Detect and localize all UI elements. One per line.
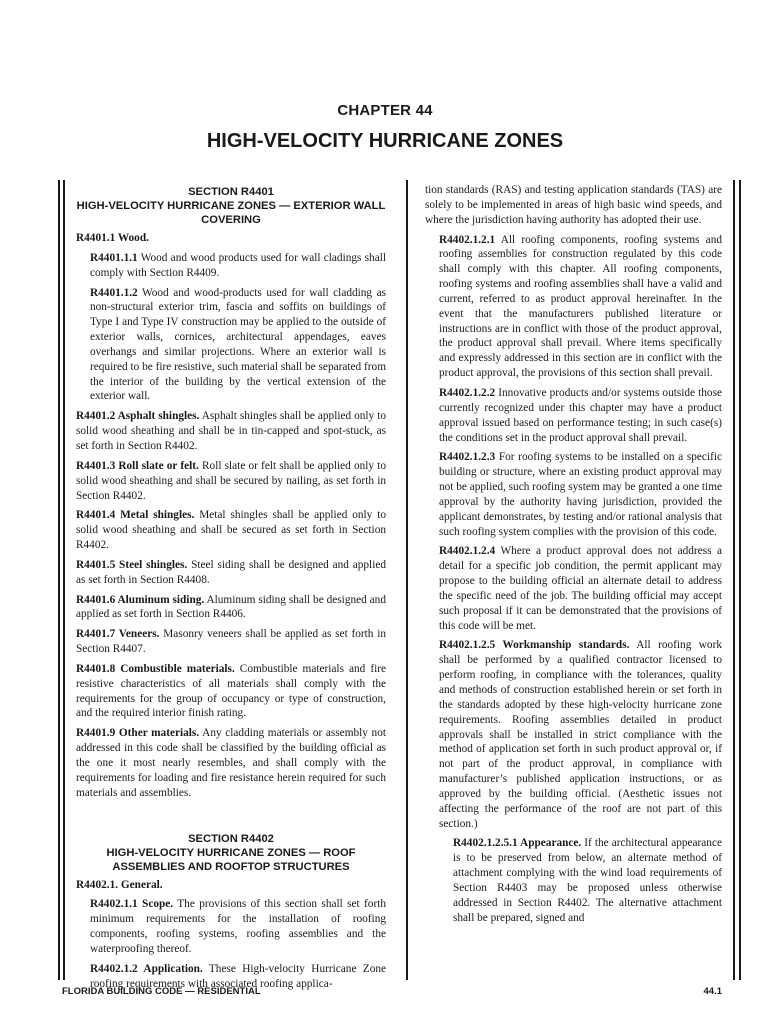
paragraph: R4401.2 Asphalt shingles. Asphalt shingles shall be applied only to solid wood sheathing and shall be in tin-capped and spot-stuck, as set forth in Section R4402. xyxy=(76,410,386,452)
paragraph-heading: R4402.1.2.4 xyxy=(439,545,496,558)
left-column xyxy=(76,185,386,996)
paragraph-heading: R4402.1.2.1 xyxy=(439,233,496,246)
paragraph: R4401.1.1 Wood and wood products used for wall cladings shall comply with Section R4409. xyxy=(90,251,386,279)
paragraph-heading: R4402.1.2.3 xyxy=(439,451,496,464)
section-title: SECTION R4401 xyxy=(188,186,274,198)
right-column xyxy=(425,183,722,931)
paragraph-heading: R4402.1.1 Scope. xyxy=(90,898,174,911)
chapter-title: HIGH-VELOCITY HURRICANE ZONES xyxy=(206,130,564,152)
paragraph: R4402.1.2.4 Where a product approval does not address a detail for a specific job condition, the permit applicant may propose to the building official an alternate detail to address the specific need of the job. The building official may accept such proposal if it can be demonstrated that the provisions of this code will be met. xyxy=(439,545,722,632)
section-title: SECTION R4402 xyxy=(188,832,274,845)
paragraph: tion standards (RAS) and testing application standards (TAS) are solely to be implemented in areas of high basic wind speeds, and where the jurisdiction having authority has adopted their use. xyxy=(425,184,722,226)
section-spacer xyxy=(76,806,386,832)
change-bar-right-2 xyxy=(739,180,741,980)
paragraph: R4402.1.2.5.1 Appearance. If the architectural appearance is to be preserved from below, an alternate method of attachment complying with the wind load requirements of Section R4403 may be proposed unless otherwise addressed in Section R4402. The alternative attachment shall be prepared, signed and xyxy=(453,837,722,924)
paragraph-heading: R4401.1 Wood. xyxy=(76,232,149,244)
change-bar-middle xyxy=(406,180,408,980)
paragraph: R4402.1.2.3 For roofing systems to be installed on a specific building or structure, where an existing product approval may not be applied, such roofing system may be granted a one time approval by the authority having jurisdiction, provided the applicant demonstrates, by testing and/or rational analysis that such roofing system complies with the provision of this code. xyxy=(439,451,722,538)
paragraph-heading: R4401.3 Roll slate or felt. xyxy=(76,459,199,472)
change-bar-left-1 xyxy=(58,180,60,980)
paragraph-heading: R4402.1.2.2 xyxy=(439,386,496,399)
paragraph: R4402.1.2.5 Workmanship standards. All roofing work shall be performed by a qualified contractor licensed to perform roofing, in compliance with the tolerances, quality and methods of construction established herein or set forth in the standards adopted by these high-velocity hurricane zone requirements. Roofing assemblies detailed in product approvals shall be installed in strict compliance with the method of application set forth in such product approval or, if not part of the product approval, in compliance with manufacturer’s published application instructions, or as approved by the building official. (Aesthetic issues not affecting the performance of the roof are not part of this section.) xyxy=(439,639,722,830)
paragraph-heading: R4401.1.2 xyxy=(90,286,138,299)
paragraph: R4401.5 Steel shingles. Steel siding shall be designed and applied as set forth in Section R4408. xyxy=(76,558,386,586)
paragraph-heading: R4402.1.2 Application. xyxy=(90,962,203,975)
section-heading-r4401 xyxy=(76,185,386,227)
paragraph: R4401.9 Other materials. Any cladding materials or assembly not addressed in this code shall be classified by the building official as the one it most nearly resembles, and shall comply with the requirements for loading and fire resistance herein required for such materials and assemblies. xyxy=(76,727,386,799)
paragraph-heading: R4401.7 Veneers. xyxy=(76,628,160,641)
paragraph-heading: R4401.6 Aluminum siding. xyxy=(76,593,205,606)
paragraph: R4402.1.2.1 All roofing components, roofing systems and roofing assemblies for construction regulated by this code shall comply with this chapter. All roofing components, roofing systems and roofing assemblies shall have a valid and current, referred to as product approval hereinafter. In the event that the manufacturers published literature or instructions are in conflict with those of the product approval, the product approval shall prevail. Where items specifically and expressly addressed in this section are in conflict with the product approval, the provisions of this section shall prevail. xyxy=(439,233,722,380)
paragraph xyxy=(76,231,386,246)
paragraph-heading: R4401.9 Other materials. xyxy=(76,727,200,740)
paragraph-heading: R4402.1.2.5.1 Appearance. xyxy=(453,837,582,850)
chapter-label: CHAPTER 44 xyxy=(337,102,433,119)
paragraph: R4402.1.1 Scope. The provisions of this section shall set forth minimum requirements for the installation of roofing components, roofing systems, roofing assemblies and the waterproofing thereof. xyxy=(90,898,386,955)
paragraph-heading: R4401.2 Asphalt shingles. xyxy=(76,410,200,423)
change-bar-right-1 xyxy=(733,180,735,980)
paragraph: R4402.1.2 Application. These High-velocity Hurricane Zone roofing requirements with associated roofing applica- xyxy=(90,962,387,990)
paragraph xyxy=(76,878,386,893)
paragraph: R4401.6 Aluminum siding. Aluminum siding shall be designed and applied as set forth in Section R4406. xyxy=(76,593,386,621)
paragraph: R4401.3 Roll slate or felt. Roll slate or felt shall be applied only to solid wood sheathing and shall be secured by nailing, as set forth in Section R4402. xyxy=(76,459,386,502)
section-subtitle: HIGH-VELOCITY HURRICANE ZONES — EXTERIOR WALL COVERING xyxy=(76,200,386,226)
paragraph-heading: R4401.1.1 xyxy=(90,251,138,264)
paragraph: R4401.4 Metal shingles. Metal shingles shall be applied only to solid wood sheathing and shall be secured as set forth in Section R4402. xyxy=(76,509,386,552)
paragraph: R4401.7 Veneers. Masonry veneers shall be applied as set forth in Section R4407. xyxy=(76,628,386,656)
page-number: 44.1 xyxy=(703,986,722,997)
paragraph: R4402.1.2.2 Innovative products and/or systems outside those currently recognized under this chapter may have a product approval issued based on performance testing; in such case(s) the conditions set in the product approval shall prevail. xyxy=(439,386,722,444)
paragraph-heading: R4401.5 Steel shingles. xyxy=(76,558,188,571)
paragraph: R4401.8 Combustible materials. Combustible materials and fire resistive characteristics of all materials shall comply with the requirements for the group of occupancy or type of construction, and the required interior finish rating. xyxy=(76,662,386,720)
section-heading-r4402 xyxy=(76,832,386,874)
paragraph-heading: R4401.4 Metal shingles. xyxy=(76,509,195,522)
paragraph-heading: R4402.1. General. xyxy=(76,878,163,891)
paragraph-heading: R4401.8 Combustible materials. xyxy=(76,662,235,675)
footer-title: FLORIDA BUILDING CODE — RESIDENTIAL xyxy=(62,986,261,997)
paragraph-heading: R4402.1.2.5 Workmanship standards. xyxy=(439,639,630,652)
paragraph: R4401.1.2 Wood and wood-products used for wall cladding as non-structural exterior trim, fascia and soffits on buildings of Type I and Type IV construction may be applied to the outside of exterior walls, cornices, architectural appendages, eaves overhangs and similar projections. Where an exterior wall is required to be fire resistive, such material shall be separated from the interior of the building by the vertical extension of the exterior wall. xyxy=(90,286,386,403)
change-bar-left-2 xyxy=(63,180,65,980)
section-subtitle: HIGH-VELOCITY HURRICANE ZONES — ROOF ASSEMBLIES AND ROOFTOP STRUCTURES xyxy=(106,846,356,873)
